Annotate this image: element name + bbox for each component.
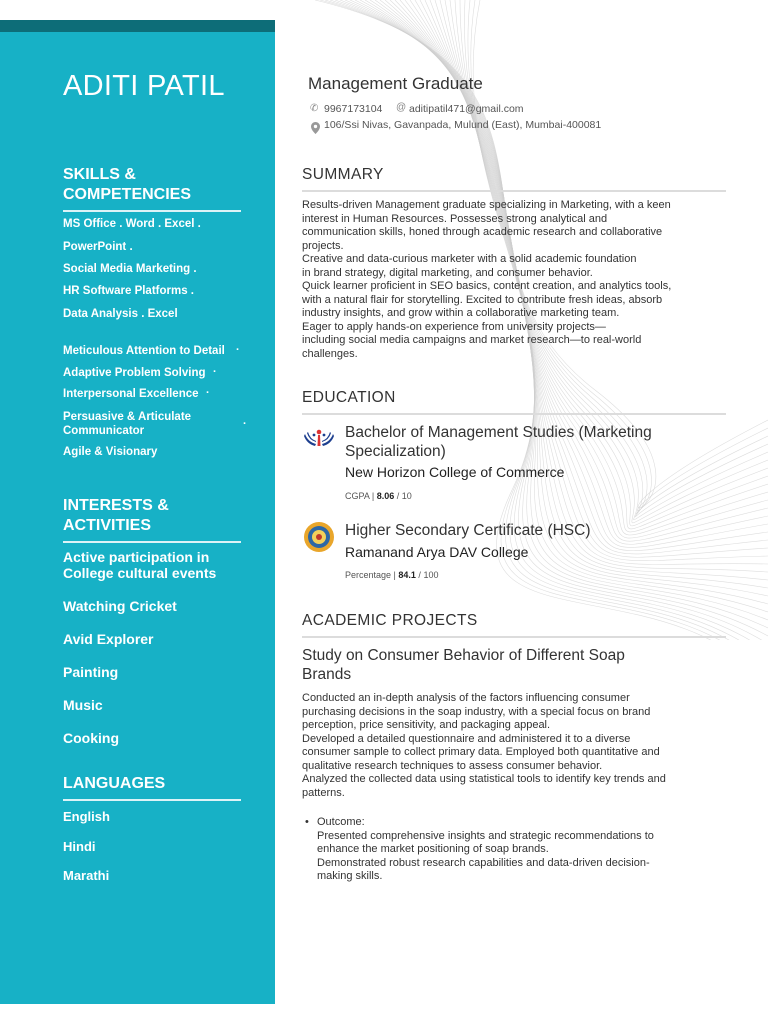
education-heading: EDUCATION [302, 389, 726, 415]
school-name: Ramanand Arya DAV College [345, 544, 529, 560]
skill-separator-dot: · [243, 418, 247, 430]
skill-item: Interpersonal Excellence [63, 388, 199, 400]
location-pin-icon [311, 121, 320, 139]
skills-heading: SKILLS & COMPETENCIES [63, 165, 241, 212]
skill-item: Agile & Visionary [63, 446, 158, 458]
language-item: Hindi [63, 839, 96, 854]
interest-item: Active participation in College cultural events [63, 549, 217, 581]
sidebar [0, 20, 275, 1004]
skill-item: Communicator [63, 425, 145, 437]
address: 106/Ssi Nivas, Gavanpada, Mulund (East), Mumbai-400081 [324, 119, 602, 131]
main-content [275, 0, 768, 1024]
skill-item: Social Media Marketing . [63, 263, 197, 275]
skill-item: Data Analysis . Excel [63, 308, 178, 320]
skill-item: Persuasive & Articulate [63, 411, 192, 423]
interest-item: Avid Explorer [63, 631, 154, 647]
score: Percentage | 84.1 / 100 [345, 570, 439, 580]
language-item: Marathi [63, 868, 110, 883]
phone-number: 9967173104 [324, 103, 383, 115]
projects-heading: ACADEMIC PROJECTS [302, 612, 726, 638]
skill-separator-dot: · [213, 366, 217, 378]
degree-title: Higher Secondary Certificate (HSC) [345, 522, 591, 539]
interest-item: Watching Cricket [63, 598, 177, 614]
interest-item: Painting [63, 664, 119, 680]
interest-item: Cooking [63, 730, 119, 746]
project-outcome: Outcome: Presented comprehensive insights and strategic recommendations to enhance the market positioning of soap brands. Demonstrated robust research capabilities and data-driven decision- making skills. [317, 816, 654, 882]
project-title: Study on Consumer Behavior of Different Soap Brands [302, 647, 625, 683]
interests-heading: INTERESTS & ACTIVITIES [63, 496, 241, 543]
skill-item: Adaptive Problem Solving [63, 367, 206, 379]
skill-item: PowerPoint . [63, 241, 133, 253]
summary-heading: SUMMARY [302, 166, 726, 192]
skill-item: Meticulous Attention to Detail [63, 345, 225, 357]
email-icon: @ [396, 102, 407, 113]
interest-item: Music [63, 697, 103, 713]
job-title: Management Graduate [308, 74, 483, 93]
phone-icon: ✆ [310, 103, 319, 114]
college-logo-icon [302, 424, 336, 452]
project-description: Conducted an in-depth analysis of the factors influencing consumer purchasing decisions in the soap industry, with a special focus on brand perception, price sensitivity, and packaging appeal. Developed a detailed questionnaire and administered it to a diverse consumer sample to collect primary data. Employed both quantitative and qualitative research techniques to assess consumer behavior. Analyzed the collected data using statistical tools to identify key trends and patterns. [302, 692, 666, 799]
summary-text: Results-driven Management graduate specializing in Marketing, with a keen interest in Human Resources. Possesses strong analytical and communication skills, honed through academic research and collaborative projects. Creative and data-curious marketer with a solid academic foundation in brand strategy, digital marketing, and consumer behavior. Quick learner proficient in SEO basics, content creation, and analytics tools, with a natural flair for storytelling. Excited to contribute fresh ideas, absorb industry insights, and grow within a collaborative marketing team. Eager to apply hands-on experience from university projects— including social media campaigns and market research—to real-world challenges. [302, 199, 672, 360]
languages-heading: LANGUAGES [63, 774, 241, 801]
degree-title: Bachelor of Management Studies (Marketing Specialization) [345, 424, 652, 460]
skill-separator-dot: · [206, 387, 210, 399]
score: CGPA | 8.06 / 10 [345, 491, 412, 501]
skill-separator-dot: · [236, 344, 240, 356]
language-item: English [63, 809, 110, 824]
skill-item: HR Software Platforms . [63, 285, 194, 297]
college-seal-icon [303, 521, 335, 553]
sidebar-top-bar [0, 20, 275, 32]
skill-item: MS Office . Word . Excel . [63, 218, 201, 230]
candidate-name: ADITI PATIL [63, 70, 225, 102]
email-address: aditipatil471@gmail.com [409, 103, 524, 115]
bullet-point: • [305, 816, 309, 828]
school-name: New Horizon College of Commerce [345, 464, 565, 480]
